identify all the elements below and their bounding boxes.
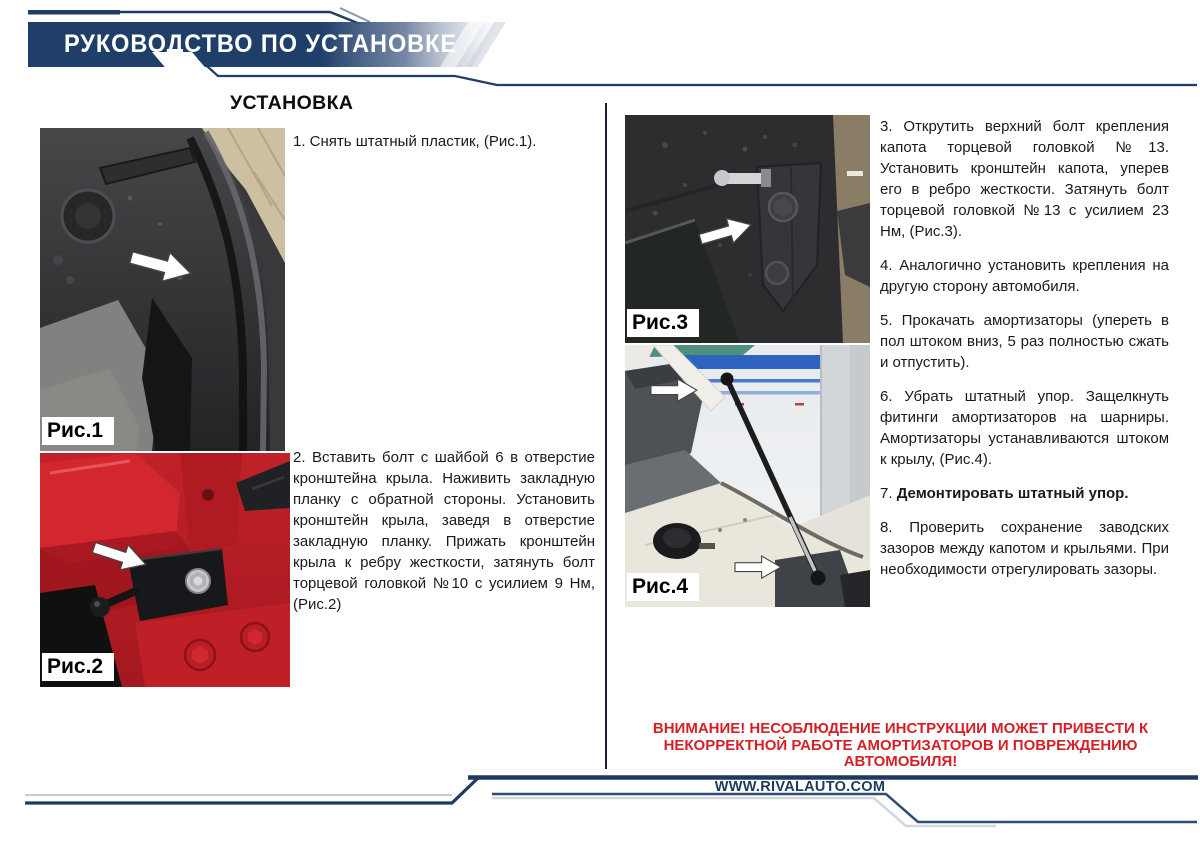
figure-2-photo xyxy=(40,453,290,687)
figure-1-illustration xyxy=(40,128,285,451)
section-title: УСТАНОВКА xyxy=(230,92,354,114)
warning-text xyxy=(648,721,1153,771)
figure-4-label: Рис.4 xyxy=(627,573,699,601)
figure-1-photo xyxy=(40,128,285,451)
website-url: WWW.RIVALAUTO.COM xyxy=(714,779,886,795)
step-3: 3. Открутить верхний болт крепления капота торцевой головкой №13. Установить кронштейн капота, уперев его в ребро жесткости. Затянуть болт торцевой головкой №13 с усилием 23 Нм, (Рис.3). xyxy=(880,118,1169,240)
figure-3-photo xyxy=(625,115,870,343)
figure-2-illustration xyxy=(40,453,290,687)
step-7 xyxy=(880,483,1169,504)
step-7-number: 7. xyxy=(880,485,897,502)
step-4: 4. Аналогично установить крепления на другую сторону автомобиля. xyxy=(880,257,1169,295)
banner-title: РУКОВОДСТВО ПО УСТАНОВКЕ xyxy=(64,30,457,58)
warning-line-3: АВТОМОБИЛЯ! xyxy=(843,753,958,770)
warning-line-2: НЕКОРРЕКТНОЙ РАБОТЕ АМОРТИЗАТОРОВ И ПОВРЕЖДЕНИЮ xyxy=(663,736,1138,754)
right-instruction-column xyxy=(880,116,1169,593)
step-6: 6. Убрать штатный упор. Защелкнуть фитинги амортизаторов на шарниры. Амортизаторы устанавливаются штоком к крылу, (Рис.4). xyxy=(880,388,1169,468)
warning-line-1: ВНИМАНИЕ! НЕСОБЛЮДЕНИЕ ИНСТРУКЦИИ МОЖЕТ ПРИВЕСТИ К xyxy=(652,720,1149,737)
figure-4-illustration xyxy=(625,345,870,607)
step-2: 2. Вставить болт с шайбой 6 в отверстие кронштейна крыла. Наживить закладную планку с обратной стороны. Установить кронштейн крыла, заведя в отверстие закладную планку. Прижать кронштейн крыла к ребру жесткости, затянуть болт торцевой головкой №10 с усилием 9 Нм, (Рис.2) xyxy=(293,449,595,613)
step-7-bold-text: Демонтировать штатный упор. xyxy=(896,485,1129,502)
figure-3-label: Рис.3 xyxy=(627,309,699,337)
column-divider xyxy=(605,103,607,769)
figure-1-label: Рис.1 xyxy=(42,417,114,445)
figure-2-label: Рис.2 xyxy=(42,653,114,681)
figure-4-photo xyxy=(625,345,870,607)
step-8: 8. Проверить сохранение заводских зазоров между капотом и крыльями. При необходимости отрегулировать зазоры. xyxy=(880,519,1169,578)
step-5: 5. Прокачать амортизаторы (упереть в пол штоком вниз, 5 раз полностью сжать и отпустить). xyxy=(880,312,1169,371)
step-1: 1. Снять штатный пластик, (Рис.1). xyxy=(293,133,537,150)
